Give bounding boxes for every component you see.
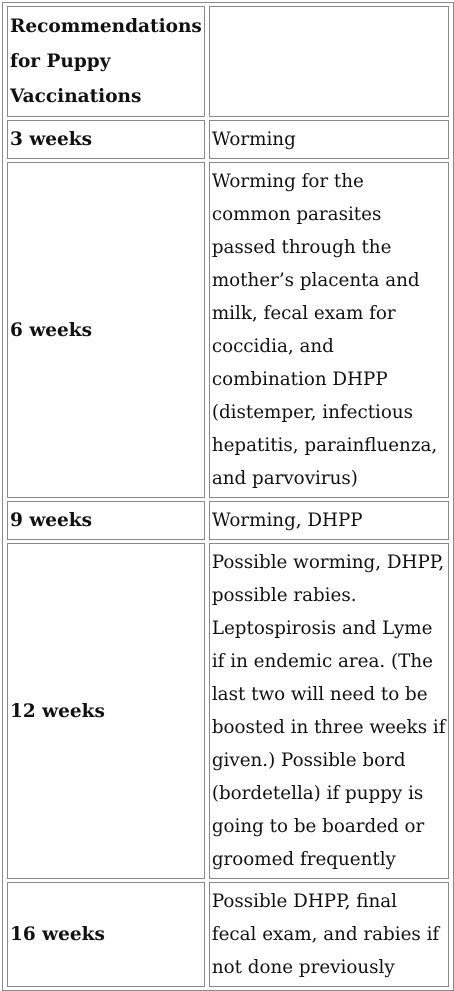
recommendation-cell: Possible worming, DHPP, possible rabies. Leptospirosis and Lyme if in endemic area. (The last two will need to be boosted in three weeks if given.) Possible bord (bordetella) if puppy is going to be boarded or groomed frequently: [209, 543, 449, 879]
recommendation-cell: Worming for the common parasites passed through the mother’s placenta and milk, fecal exam for coccidia, and combination DHPP (distemper, infectious hepatitis, parainfluenza, and parvovirus): [209, 162, 449, 498]
table-header-empty-cell: [209, 6, 449, 117]
table-header-row: [7, 6, 449, 117]
table-header-cell: Recommendations for Puppy Vaccinations: [7, 6, 205, 117]
table-row: [7, 882, 449, 987]
recommendation-cell: Worming: [209, 120, 449, 159]
age-cell: 3 weeks: [7, 120, 205, 159]
table-row: [7, 543, 449, 879]
age-cell: 16 weeks: [7, 882, 205, 987]
table-row: [7, 501, 449, 540]
table-row: [7, 162, 449, 498]
age-cell: 9 weeks: [7, 501, 205, 540]
recommendation-cell: Possible DHPP, final fecal exam, and rabies if not done previously: [209, 882, 449, 987]
recommendation-cell: Worming, DHPP: [209, 501, 449, 540]
table-row: [7, 120, 449, 159]
age-cell: 12 weeks: [7, 543, 205, 879]
puppy-vaccination-table: [2, 2, 454, 991]
age-cell: 6 weeks: [7, 162, 205, 498]
